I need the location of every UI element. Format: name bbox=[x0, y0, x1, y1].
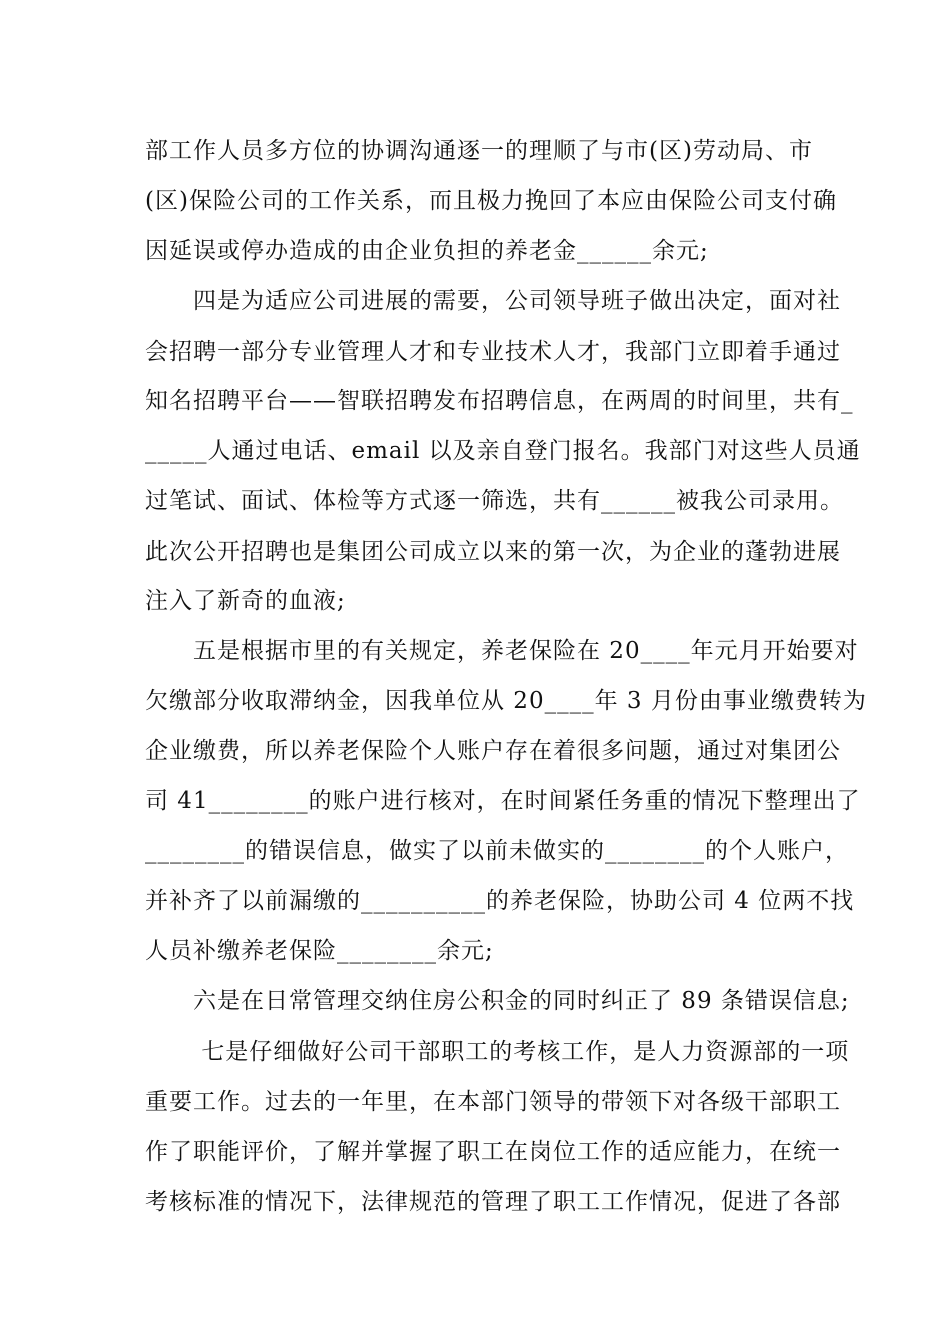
text-line: 考核标准的情况下，法律规范的管理了职工工作情况，促进了各部 bbox=[145, 1189, 841, 1215]
text-line: 人员补缴养老保险________余元; bbox=[145, 938, 494, 964]
text-line: 企业缴费，所以养老保险个人账户存在着很多问题，通过对集团公 bbox=[145, 738, 841, 764]
text-line: 作了职能评价，了解并掌握了职工在岗位工作的适应能力，在统一 bbox=[145, 1139, 841, 1165]
text-line: 五是根据市里的有关规定，养老保险在 20____年元月开始要对 bbox=[145, 638, 859, 664]
text-line: ________的错误信息，做实了以前未做实的________的个人账户， bbox=[145, 838, 849, 864]
text-line: 六是在日常管理交纳住房公积金的同时纠正了 89 条错误信息; bbox=[145, 988, 850, 1014]
text-line: 重要工作。过去的一年里，在本部门领导的带领下对各级干部职工 bbox=[145, 1089, 841, 1115]
text-line: 知名招聘平台——智联招聘发布招聘信息，在两周的时间里，共有_ bbox=[145, 388, 854, 414]
text-line: 司 41________的账户进行核对，在时间紧任务重的情况下整理出了 bbox=[145, 788, 861, 814]
text-line: 过笔试、面试、体检等方式逐一筛选，共有______被我公司录用。 bbox=[145, 488, 844, 514]
text-line: 因延误或停办造成的由企业负担的养老金______余元; bbox=[145, 238, 709, 264]
text-line: 部工作人员多方位的协调沟通逐一的理顺了与市(区)劳动局、市 bbox=[145, 138, 813, 164]
text-line: 此次公开招聘也是集团公司成立以来的第一次，为企业的蓬勃进展 bbox=[145, 539, 841, 565]
text-line: 并补齐了以前漏缴的__________的养老保险，协助公司 4 位两不找 bbox=[145, 888, 855, 914]
text-line: 四是为适应公司进展的需要，公司领导班子做出决定，面对社 bbox=[145, 288, 841, 314]
text-line: 七是仔细做好公司干部职工的考核工作，是人力资源部的一项 bbox=[145, 1039, 850, 1065]
text-line: 注入了新奇的血液; bbox=[145, 588, 346, 614]
text-line: (区)保险公司的工作关系，而且极力挽回了本应由保险公司支付确 bbox=[145, 188, 837, 214]
text-line: _____人通过电话、email 以及亲自登门报名。我部门对这些人员通 bbox=[145, 438, 861, 464]
text-line: 会招聘一部分专业管理人才和专业技术人才，我部门立即着手通过 bbox=[145, 339, 841, 365]
text-line: 欠缴部分收取滞纳金，因我单位从 20____年 3 月份由事业缴费转为 bbox=[145, 688, 867, 714]
